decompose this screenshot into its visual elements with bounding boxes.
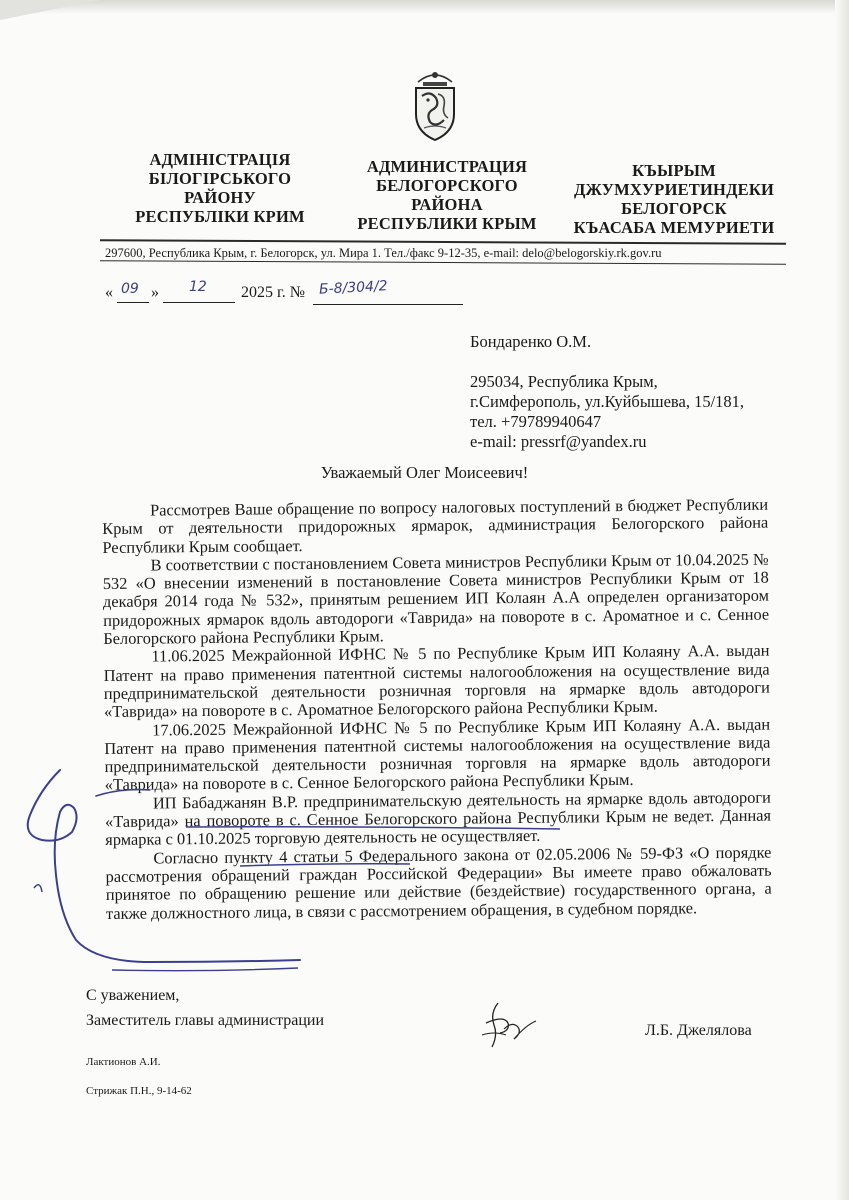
date-number-line [105, 278, 485, 308]
body-paragraph: 11.06.2025 Межрайонной ИФНС № 5 по Республике Крым ИП Колаяну А.А. выдан Патент на право применения патентной системы налогообложения на осуществление вида предпринимательской деятельности розничная торговля на ярмарке вдоль автодороги «Таврида» на повороте в с. Ароматное Белогорского района Республики Крым. [103, 640, 770, 722]
letter-body [102, 496, 772, 923]
signatory-role: Заместитель главы администрации [86, 1012, 325, 1029]
date-year-text: 2025 г. № [241, 284, 306, 301]
header-address: 297600, Республика Крым, г. Белогорск, ул. Мира 1. Тел./факс 9-12-35, e-mail: delo@belogorskiy.rk.gov.ru [105, 246, 662, 260]
header-russian [344, 157, 550, 233]
date-open-quote: « [105, 284, 113, 301]
executor-line: Лактионов А.И. [86, 1056, 161, 1068]
outgoing-number-handwritten: Б-8/304/2 [318, 278, 389, 298]
header-center-line: РАЙОНА [411, 195, 483, 214]
header-left-line: БІЛОГІРСЬКОГО [148, 169, 292, 188]
header-left-line: РЕСПУБЛІКИ КРИМ [135, 207, 305, 226]
paper-fold-top [0, 0, 849, 14]
margin-handwritten-mark [34, 885, 42, 892]
header-right-line: КЪАСАБА МЕМУРИЕТИ [573, 218, 775, 237]
date-underline [117, 302, 149, 303]
date-month-handwritten: 12 [189, 279, 207, 295]
header-crimean-tatar [560, 161, 788, 237]
header-right-line: ДЖУМХУРИЕТИНДЕКИ [573, 180, 775, 199]
date-underline [163, 302, 235, 303]
header-right-line: БЕЛОГОРСК [621, 199, 727, 218]
header-right-line: КЪЫРЫМ [632, 161, 716, 180]
signatory-name: Л.Б. Джелялова [645, 1022, 752, 1039]
date-close-quote: » [151, 284, 159, 301]
header-left-line: АДМІНІСТРАЦІЯ [149, 150, 291, 169]
body-paragraph: Согласно пункту 4 статьи 5 Федерального закона от 02.05.2006 № 59-ФЗ «О порядке рассмотрения обращений граждан Российской Федерации» Вы имеете право обжаловать принятое по обращению решение или действие (бездействие) государственного органа, а также должностного лица, в связи с рассмотрением обращения, в судебном порядке. [105, 842, 772, 923]
paper-edge-shadow [835, 0, 849, 1200]
header-center-line: РЕСПУБЛИКИ КРЫМ [357, 214, 537, 233]
header-center-line: АДМИНИСТРАЦИЯ [366, 157, 528, 176]
handwritten-signature-icon [478, 995, 548, 1055]
executor-line: Стрижак П.Н., 9-14-62 [86, 1085, 192, 1097]
body-paragraph: ИП Бабаджанян В.Р. предпринимательскую деятельность на ярмарке вдоль автодороги «Таврида» на повороте в с. Сенное Белогорского района Республики Крым не ведет. Данная ярмарка с 01.10.2025 торговую деятельность не осуществляет. [104, 787, 772, 850]
header-left-line: РАЙОНУ [184, 188, 256, 207]
addressee-name: Бондаренко О.М. [470, 332, 592, 351]
header-divider [100, 239, 786, 245]
addressee-line: 295034, Республика Крым, [470, 372, 658, 391]
addressee-line: тел. +79789940647 [470, 412, 602, 431]
addressee-line: г.Симферополь, ул.Куйбышева, 15/181, [470, 392, 745, 411]
header-center-line: БЕЛОГОРСКОГО [376, 176, 518, 195]
body-paragraph: Рассмотрев Ваше обращение по вопросу налоговых поступлений в бюджет Республики Крым от деятельности придорожных ярмарок, администрация Белогорского района Республики Крым сообщает. [102, 494, 769, 557]
body-paragraph: 17.06.2025 Межрайонной ИФНС № 5 по Республике Крым ИП Колаяну А.А. выдан Патент на право применения патентной системы налогообложения на осуществление вида предпринимательской деятельности розничная торговля на ярмарке вдоль автодороги «Таврида» на повороте в с. Сенное Белогорского района Республики Крым. [104, 714, 771, 795]
header-ukrainian [108, 150, 332, 226]
body-paragraph: В соответствии с постановлением Совета министров Республики Крым от 10.04.2025 № 532 «О внесении изменений в постановление Совета министров Республики Крым от 18 декабря 2014 года № 532», принятым решением ИП Колаян А.А определен организатором придорожных ярмарок вдоль автодороги «Таврида» на повороте в с. Ароматное и с. Сенное Белогорского района Республики Крым. [102, 549, 770, 649]
salutation: Уважаемый Олег Моисеевич! [320, 463, 529, 482]
underline-annotation [112, 968, 298, 971]
number-underline [313, 304, 463, 305]
addressee-line: e-mail: pressrf@yandex.ru [470, 432, 647, 451]
addressee-block [470, 332, 790, 452]
coat-of-arms-icon [410, 66, 460, 142]
closing-greeting: С уважением, [86, 987, 180, 1004]
date-day-handwritten: 09 [121, 281, 139, 297]
